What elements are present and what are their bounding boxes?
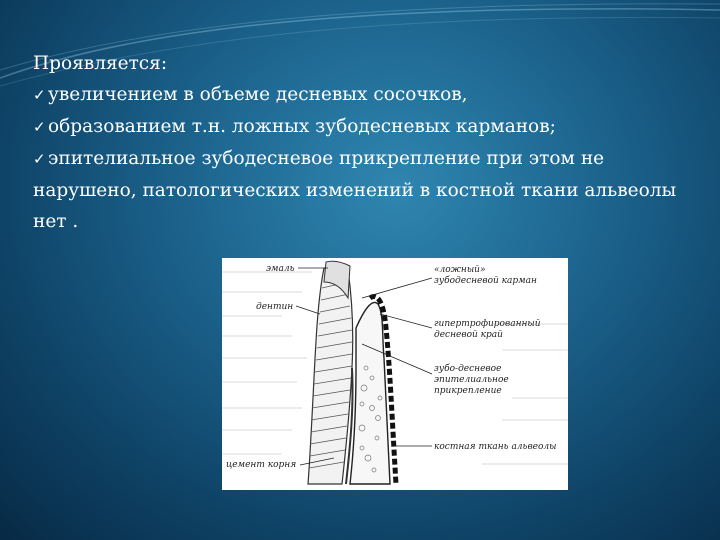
label-hypertrophy-line2: десневой край: [434, 330, 503, 340]
checkmark-icon: ✓: [33, 86, 46, 104]
bullet-item: [33, 143, 703, 175]
bullet-text: увеличением в объеме десневых сосочков,: [48, 84, 468, 105]
label-dentin: дентин: [256, 302, 294, 312]
checkmark-icon: ✓: [33, 118, 46, 136]
content-text: [33, 48, 703, 237]
bullet-item: [33, 111, 703, 143]
label-attachment-line3: прикрепление: [434, 386, 502, 396]
label-hypertrophy-line1: гипертрофированный: [434, 319, 541, 329]
bullet-text: образованием т.н. ложных зубодесневых карманов;: [48, 116, 556, 137]
bullet-item: [33, 79, 703, 111]
tooth-shape: [308, 261, 353, 484]
label-cementum: цемент корня: [226, 460, 297, 470]
checkmark-icon: ✓: [33, 150, 46, 168]
label-attachment-line2: эпителиальное: [434, 375, 509, 385]
tooth-diagram-svg: [222, 258, 568, 490]
tooth-diagram: [222, 258, 568, 490]
bullet-text: эпителиальное зубодесневое прикрепление при этом не: [48, 148, 605, 169]
gum-and-bone: [350, 296, 396, 484]
bullet-continuation: нет .: [33, 211, 79, 232]
heading: Проявляется:: [33, 53, 168, 74]
bullet-continuation: нарушено, патологических изменений в костной ткани альвеолы: [33, 180, 677, 201]
label-bone: костная ткань альвеолы: [434, 442, 557, 452]
label-enamel: эмаль: [266, 264, 295, 274]
label-attachment-line1: зубо-десневое: [434, 364, 502, 374]
label-false-pocket-line1: «ложный»: [434, 265, 486, 275]
label-false-pocket-line2: зубодесневой карман: [434, 276, 537, 286]
